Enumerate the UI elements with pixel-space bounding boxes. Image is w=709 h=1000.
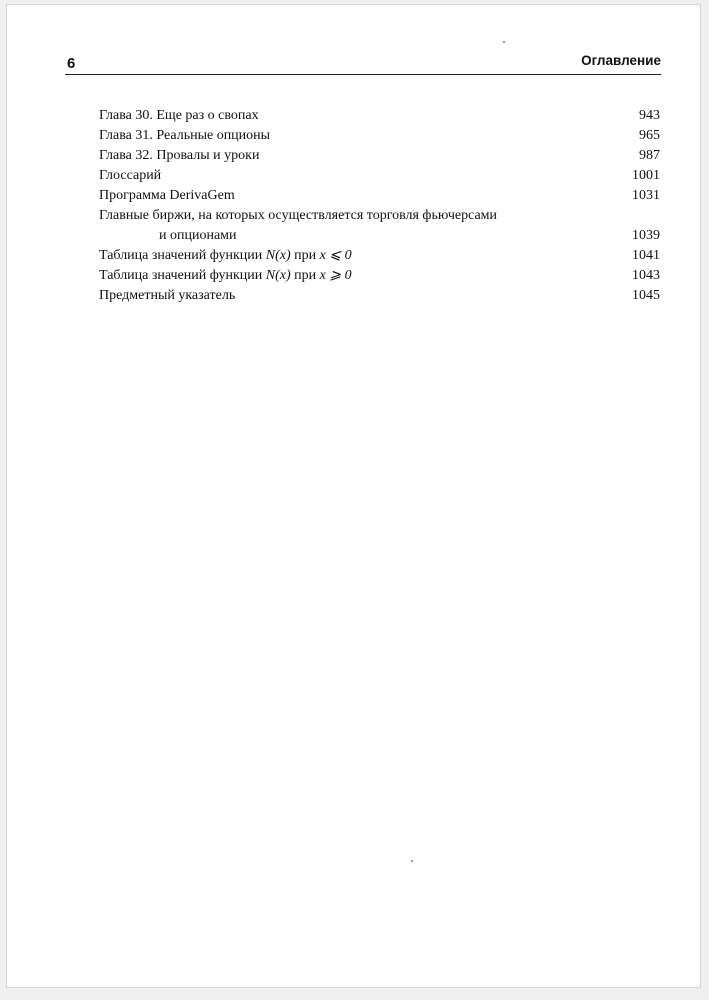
math-function: N(x) <box>265 268 291 283</box>
toc-entry-title: Глава 31. Реальные опционы <box>99 128 271 143</box>
math-condition: x ⩾ 0 <box>319 268 352 283</box>
scan-speck <box>411 860 413 862</box>
document-page <box>6 4 701 988</box>
page-number: 6 <box>67 55 76 72</box>
toc-entry-page: 987 <box>639 148 660 163</box>
toc-entry <box>99 146 660 166</box>
toc-entry-title <box>99 206 620 246</box>
toc-entry-page: 1041 <box>632 248 660 263</box>
toc-entry-title-text: при <box>290 268 320 283</box>
math-function: N(x) <box>265 248 291 263</box>
toc-entry-title-line1: Главные биржи, на которых осуществляется торговля фьючерсами <box>99 208 498 223</box>
toc-entry-page: 1043 <box>632 268 660 283</box>
toc-entry-page: 965 <box>639 128 660 143</box>
toc-entry-page: 1001 <box>632 168 660 183</box>
toc-entry-title: Предметный указатель <box>99 288 236 303</box>
toc-entry-title <box>99 246 620 266</box>
toc-entry-title <box>99 266 620 286</box>
toc-entry <box>99 186 660 206</box>
toc-entry-title-line2: и опционами <box>159 228 237 243</box>
section-title: Оглавление <box>581 53 661 68</box>
math-condition: x ⩽ 0 <box>319 248 352 263</box>
toc-entry <box>99 206 660 246</box>
toc-entry <box>99 246 660 266</box>
toc-entry-title-text: Таблица значений функции <box>99 248 266 263</box>
toc-entry-title: Глоссарий <box>99 168 162 183</box>
toc-entry <box>99 126 660 146</box>
toc-entry-title: Программа DerivaGem <box>99 188 235 203</box>
toc-entry-page: 1031 <box>632 188 660 203</box>
toc-entry-title: Глава 30. Еще раз о свопах <box>99 108 259 123</box>
toc-entry-page: 943 <box>639 108 660 123</box>
toc-entry-title-text: Таблица значений функции <box>99 268 266 283</box>
toc-entry-title-text: при <box>290 248 320 263</box>
scan-speck <box>503 41 505 43</box>
toc-entry-title: Глава 32. Провалы и уроки <box>99 148 260 163</box>
toc-entry <box>99 106 660 126</box>
toc-entry <box>99 166 660 186</box>
toc-entry-page: 1045 <box>632 288 660 303</box>
toc-entry <box>99 266 660 286</box>
toc-entry-page: 1039 <box>632 228 660 243</box>
running-header <box>65 52 661 75</box>
table-of-contents <box>99 106 660 306</box>
toc-entry <box>99 286 660 306</box>
